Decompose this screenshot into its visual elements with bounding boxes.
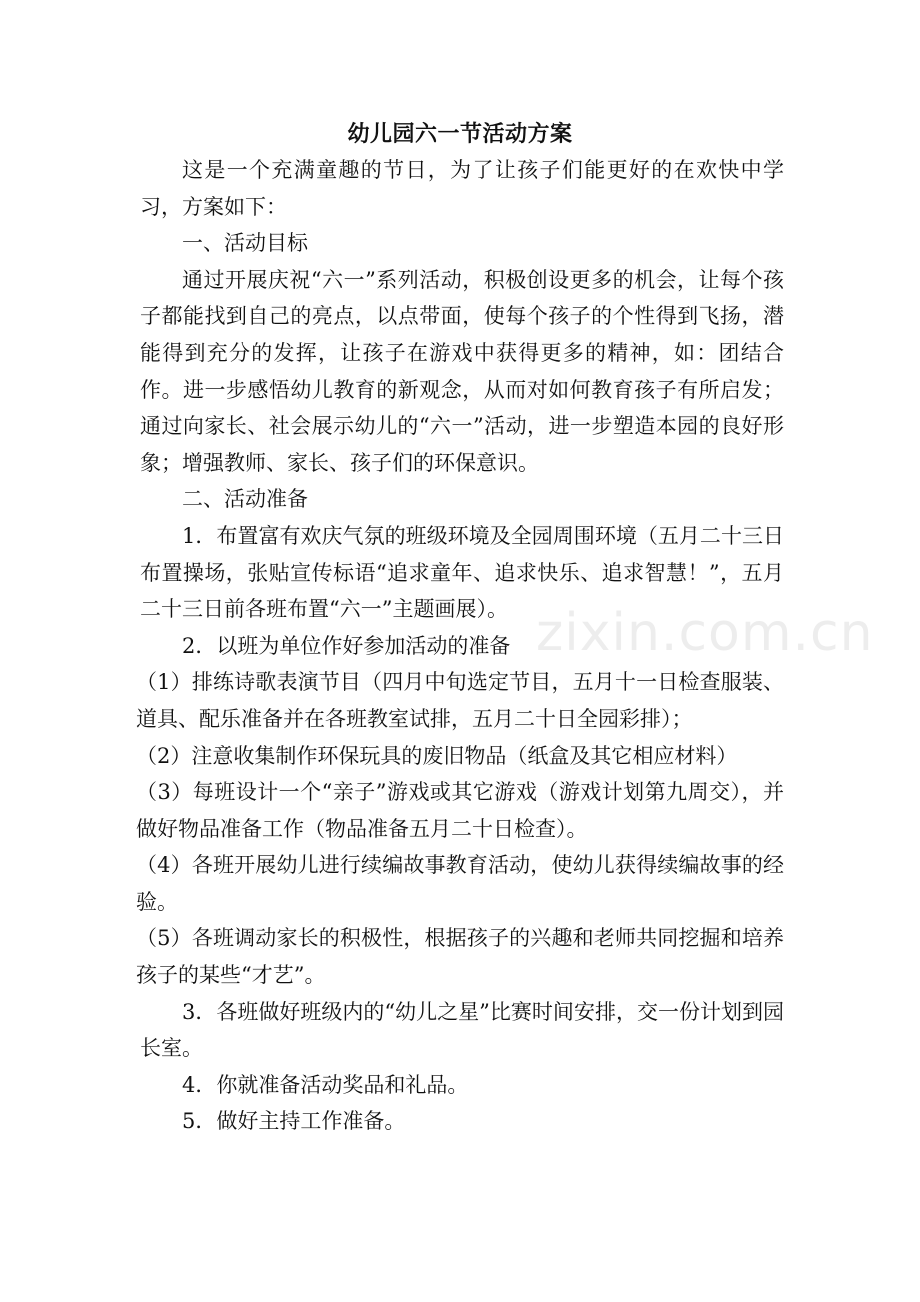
preparation-item-3: 3．各班做好班级内的“幼儿之星”比赛时间安排，交一份计划到园长室。 — [140, 999, 784, 1061]
preparation-item-5: 5．做好主持工作准备。 — [182, 1109, 406, 1134]
sub-item-3: （3）每班设计一个“亲子”游戏或其它游戏（游戏计划第九周交），并做好物品准备工作（物品准备五月二十日检查）。 — [136, 780, 784, 841]
section-heading-goals: 一、活动目标 — [182, 231, 308, 256]
sub-item-5: （5）各班调动家长的积极性，根据孩子的兴趣和老师共同挖掘和培养孩子的某些“才艺”。 — [136, 926, 784, 988]
intro-paragraph: 这是一个充满童趣的节日，为了让孩子们能更好的在欢快中学习，方案如下： — [140, 158, 784, 219]
sub-item-2: （2）注意收集制作环保玩具的废旧物品（纸盒及其它相应材料） — [136, 743, 738, 768]
watermark: zixin.com.cn — [536, 603, 874, 663]
sub-item-4: （4）各班开展幼儿进行续编故事教育活动，使幼儿获得续编故事的经验。 — [136, 853, 784, 914]
section-heading-preparation: 二、活动准备 — [182, 487, 308, 512]
preparation-item-4: 4．你就准备活动奖品和礼品。 — [182, 1072, 469, 1097]
preparation-item-1: 1．布置富有欢庆气氛的班级环境及全园周围环境（五月二十三日布置操场，张贴宣传标语“追求童年、追求快乐、追求智慧！”，五月二十三日前各班布置“六一”主题画展）。 — [140, 523, 784, 622]
document-title: 幼儿园六一节活动方案 — [347, 122, 573, 147]
sub-item-1: （1）排练诗歌表演节目（四月中旬选定节目，五月十一日检查服装、道具、配乐准备并在各班教室试排，五月二十日全园彩排）； — [136, 670, 784, 731]
goals-paragraph: 通过开展庆祝“六一”系列活动，积极创设更多的机会，让每个孩子都能找到自己的亮点，以点带面，使每个孩子的个性得到飞扬，潜能得到充分的发挥，让孩子在游戏中获得更多的精神，如：团结合作。进一步感悟幼儿教育的新观念，从而对如何教育孩子有所启发；通过向家长、社会展示幼儿的“六一”活动，进一步塑造本园的良好形象；增强教师、家长、孩子们的环保意识。 — [140, 267, 784, 475]
document-body — [136, 152, 784, 1140]
preparation-item-2: 2．以班为单位作好参加活动的准备 — [182, 633, 511, 658]
